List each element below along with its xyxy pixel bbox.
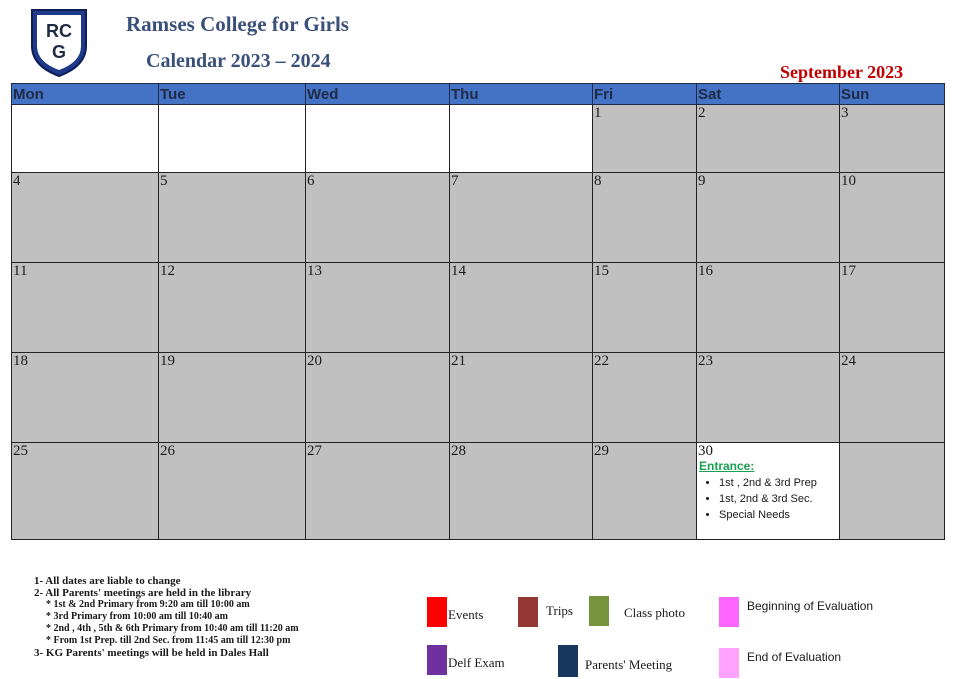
weekday-header: Mon <box>12 84 159 105</box>
week-row <box>12 353 945 443</box>
svg-text:G: G <box>51 42 67 62</box>
day-cell <box>159 263 306 353</box>
note-2-sub: * 3rd Primary from 10:00 am till 10:40 am <box>46 611 228 622</box>
day-number: 20 <box>307 353 322 369</box>
day-cell <box>697 105 840 173</box>
day-cell <box>306 173 450 263</box>
day-number: 16 <box>698 263 713 279</box>
day-number: 11 <box>13 263 28 279</box>
day-number: 28 <box>451 443 466 459</box>
trips-swatch <box>518 597 538 627</box>
day-number: 29 <box>594 443 609 459</box>
day-cell <box>12 443 159 540</box>
weekday-header: Fri <box>593 84 697 105</box>
day-cell <box>593 263 697 353</box>
day-cell-empty <box>450 105 593 173</box>
day-number: 8 <box>594 173 602 189</box>
month-title: September 2023 <box>780 62 904 82</box>
day-cell-empty <box>840 443 945 540</box>
day-cell <box>450 353 593 443</box>
legend-beginning-eval-label: Beginning of Evaluation <box>747 599 874 613</box>
legend-delf-label: Delf Exam <box>448 655 505 670</box>
weekday-header: Thu <box>450 84 593 105</box>
day-cell <box>840 353 945 443</box>
legend-events-label: Events <box>448 607 484 622</box>
entrance-heading: Entrance: <box>699 459 755 473</box>
day-cell <box>159 353 306 443</box>
note-2-sub: * 2nd , 4th , 5th & 6th Primary from 10:40 am till 11:20 am <box>46 623 299 634</box>
day-number: 24 <box>841 353 856 369</box>
day-number: 19 <box>160 353 175 369</box>
day-number: 6 <box>307 173 315 189</box>
entrance-list <box>697 475 839 523</box>
day-number: 10 <box>841 173 856 189</box>
day-cell <box>12 353 159 443</box>
events-swatch <box>427 597 447 627</box>
day-cell <box>450 173 593 263</box>
day-number: 17 <box>841 263 856 279</box>
school-logo-icon <box>28 6 90 78</box>
weekday-header: Sat <box>697 84 840 105</box>
weekday-header-row <box>12 84 945 105</box>
day-number: 7 <box>451 173 459 189</box>
day-cell <box>697 353 840 443</box>
legend-trips-label: Trips <box>546 603 573 618</box>
day-number: 4 <box>13 173 21 189</box>
day-number: 22 <box>594 353 609 369</box>
day-number: 30 <box>698 443 713 459</box>
note-2: 2- All Parents' meetings are held in the library <box>34 587 252 599</box>
day-number: 3 <box>841 105 849 121</box>
day-number: 25 <box>13 443 28 459</box>
day-number: 21 <box>451 353 466 369</box>
day-number: 9 <box>698 173 706 189</box>
legend-class-photo-label: Class photo <box>624 605 686 620</box>
day-number: 1 <box>594 105 602 121</box>
legend-parents-meeting-label: Parents' Meeting <box>585 657 673 672</box>
day-number: 12 <box>160 263 175 279</box>
note-2-sub: * From 1st Prep. till 2nd Sec. from 11:45 am till 12:30 pm <box>46 635 291 646</box>
weekday-header: Wed <box>306 84 450 105</box>
note-1: 1- All dates are liable to change <box>34 575 181 587</box>
week-row <box>12 105 945 173</box>
day-cell <box>593 443 697 540</box>
school-name: Ramses College for Girls <box>126 12 349 36</box>
entrance-item: • Special Needs <box>719 507 839 523</box>
day-cell <box>840 263 945 353</box>
week-row <box>12 443 945 540</box>
day-cell <box>840 173 945 263</box>
day-number: 5 <box>160 173 168 189</box>
day-cell <box>697 173 840 263</box>
beginning-eval-swatch <box>719 597 739 627</box>
day-number: 2 <box>698 105 706 121</box>
day-cell <box>12 173 159 263</box>
parents-meeting-swatch <box>558 645 578 677</box>
weekday-header: Sun <box>840 84 945 105</box>
day-cell-empty <box>12 105 159 173</box>
note-3: 3- KG Parents' meetings will be held in Dales Hall <box>34 647 269 659</box>
note-2-sub: * 1st & 2nd Primary from 9:20 am till 10:00 am <box>46 599 250 610</box>
week-row <box>12 263 945 353</box>
day-cell <box>593 173 697 263</box>
day-cell <box>159 173 306 263</box>
legend-end-eval-label: End of Evaluation <box>747 650 842 664</box>
day-cell <box>450 443 593 540</box>
day-number: 23 <box>698 353 713 369</box>
day-cell <box>593 105 697 173</box>
day-number: 14 <box>451 263 466 279</box>
day-number: 18 <box>13 353 28 369</box>
day-cell-empty <box>159 105 306 173</box>
weekday-header: Tue <box>159 84 306 105</box>
day-cell <box>306 263 450 353</box>
day-number: 26 <box>160 443 175 459</box>
day-number: 13 <box>307 263 322 279</box>
entrance-item: • 1st, 2nd & 3rd Sec. <box>719 491 839 507</box>
class-photo-swatch <box>589 596 609 626</box>
day-number: 15 <box>594 263 609 279</box>
calendar-title: Calendar 2023 – 2024 <box>146 50 331 72</box>
delf-swatch <box>427 645 447 675</box>
day-cell <box>12 263 159 353</box>
day-number: 27 <box>307 443 322 459</box>
day-cell-event <box>697 443 840 540</box>
day-cell <box>840 105 945 173</box>
day-cell-empty <box>306 105 450 173</box>
day-cell <box>159 443 306 540</box>
day-cell <box>593 353 697 443</box>
day-cell <box>697 263 840 353</box>
entrance-item: • 1st , 2nd & 3rd Prep <box>719 475 839 491</box>
day-cell <box>306 443 450 540</box>
end-eval-swatch <box>719 648 739 678</box>
day-cell <box>306 353 450 443</box>
day-cell <box>450 263 593 353</box>
svg-text:RC: RC <box>46 21 72 41</box>
notes-section <box>34 575 299 659</box>
calendar-grid <box>11 83 945 540</box>
entrance-event <box>697 458 839 523</box>
week-row <box>12 173 945 263</box>
